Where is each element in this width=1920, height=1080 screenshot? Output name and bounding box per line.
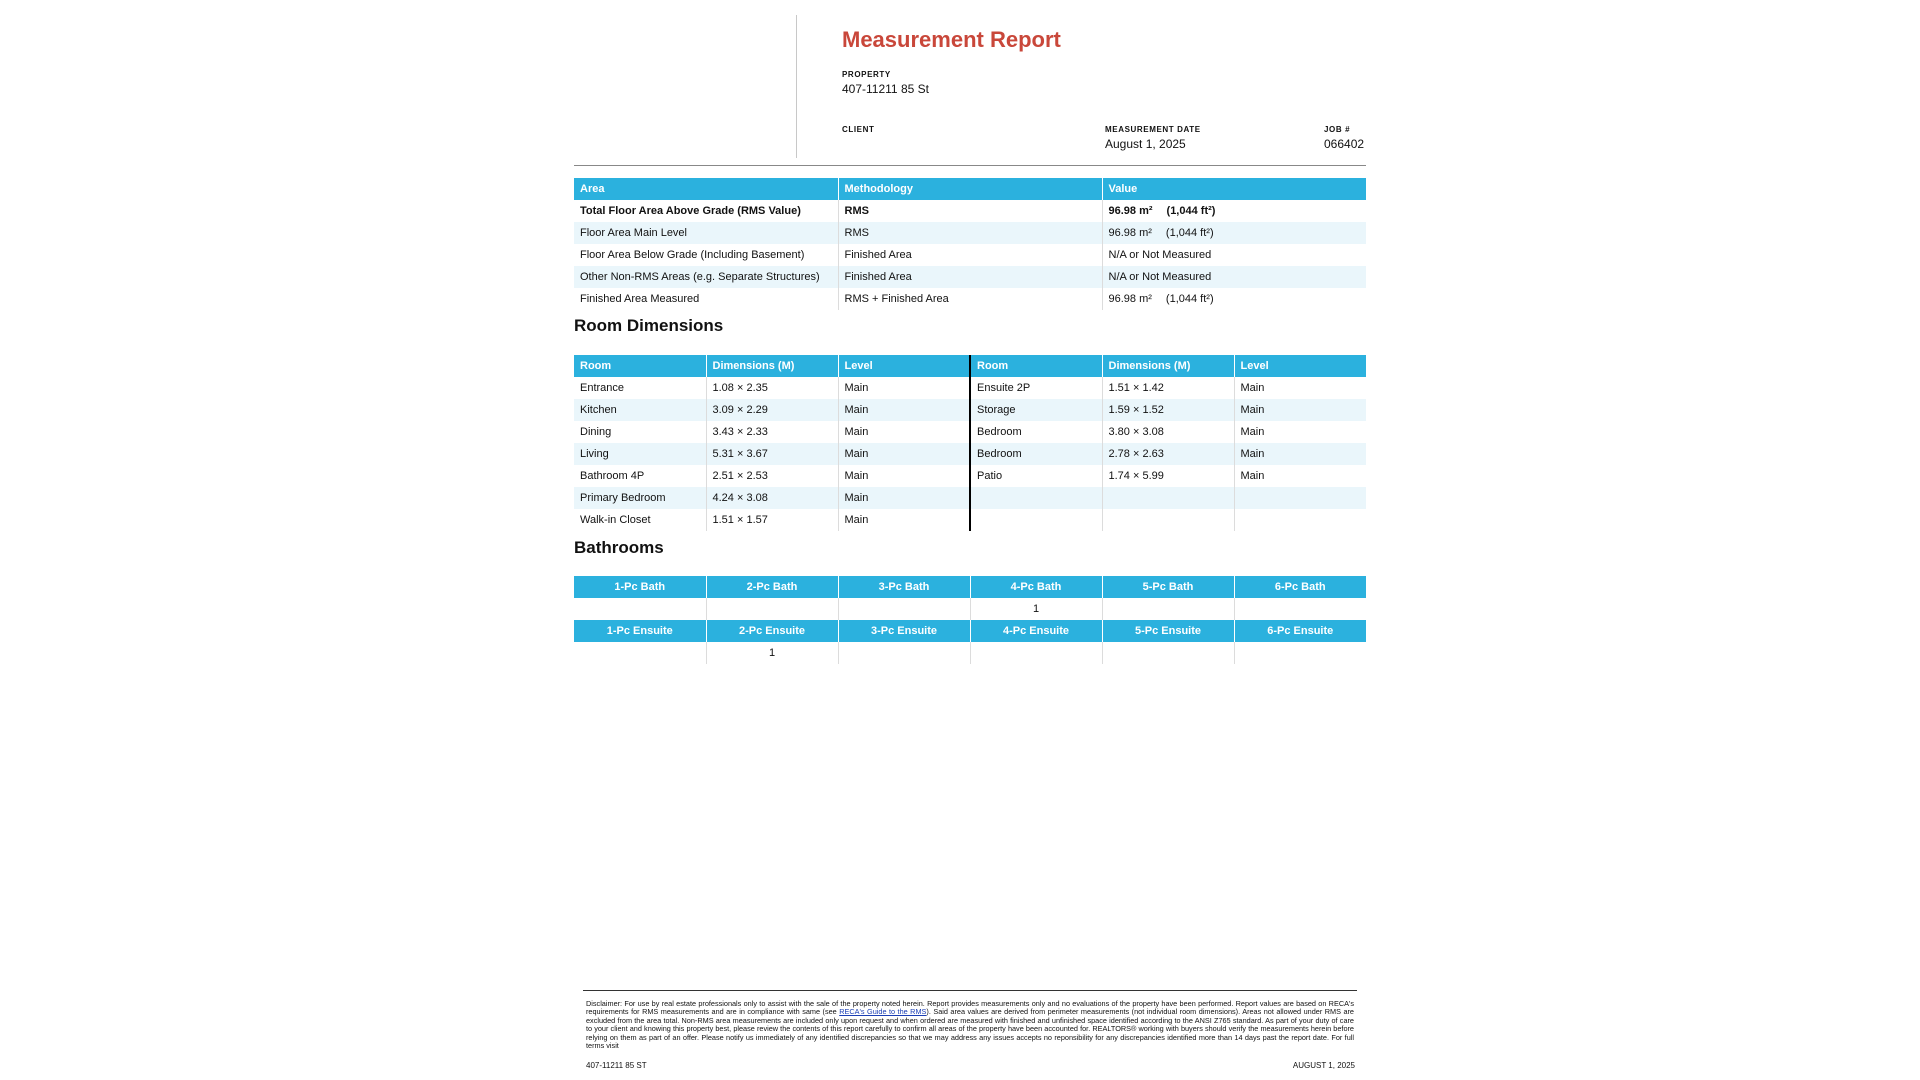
room-cell: Storage xyxy=(970,399,1102,421)
room-cell: Bedroom xyxy=(970,421,1102,443)
table-row xyxy=(574,421,1366,443)
level-cell: Main xyxy=(838,465,970,487)
methodology-cell: Finished Area xyxy=(838,266,1102,288)
area-cell: Floor Area Below Grade (Including Basement) xyxy=(580,249,805,261)
table-row xyxy=(574,465,1366,487)
dimensions-cell: 3.80 × 3.08 xyxy=(1102,421,1234,443)
ensuite-header: 5-Pc Ensuite xyxy=(1102,620,1234,642)
bath-header: 2-Pc Bath xyxy=(706,576,838,598)
value-cell xyxy=(1102,244,1366,266)
property-value: 407-11211 85 St xyxy=(842,82,929,96)
level-cell: Main xyxy=(838,377,970,399)
room-header: Room xyxy=(574,355,706,377)
room-cell xyxy=(970,487,1102,509)
room-cell: Ensuite 2P xyxy=(970,377,1102,399)
value-cell xyxy=(1102,200,1366,222)
level-cell: Main xyxy=(1234,421,1366,443)
bath-header: 1-Pc Bath xyxy=(574,576,706,598)
room-cell: Kitchen xyxy=(574,399,706,421)
level-header: Level xyxy=(1234,355,1366,377)
footer-address: 407-11211 85 ST xyxy=(586,1061,647,1070)
area-cell: Finished Area Measured xyxy=(580,293,700,305)
dimensions-cell xyxy=(1102,487,1234,509)
ensuite-count xyxy=(574,642,706,664)
level-cell: Main xyxy=(1234,465,1366,487)
bath-count-row xyxy=(574,598,1366,620)
area-cell: Total Floor Area Above Grade (RMS Value) xyxy=(580,205,801,217)
value-m2: 96.98 m² xyxy=(1108,205,1153,217)
room-dimensions-heading: Room Dimensions xyxy=(574,316,724,335)
header-divider xyxy=(796,15,797,158)
room-dimensions-table xyxy=(574,355,1366,531)
dimensions-header: Dimensions (M) xyxy=(706,355,838,377)
room-cell: Primary Bedroom xyxy=(574,487,706,509)
bathrooms-heading: Bathrooms xyxy=(574,538,664,557)
bath-header-row xyxy=(574,576,1366,598)
room-cell: Dining xyxy=(580,426,612,438)
value-cell xyxy=(1102,266,1366,288)
area-table-header xyxy=(574,178,1366,200)
room-cell xyxy=(970,509,1102,531)
room-cell: Bathroom 4P xyxy=(580,470,645,482)
bath-count xyxy=(1102,598,1234,620)
ensuite-count-row xyxy=(574,642,1366,664)
table-row xyxy=(574,200,1366,222)
ensuite-header: 3-Pc Ensuite xyxy=(838,620,970,642)
bath-header: 6-Pc Bath xyxy=(1234,576,1366,598)
value-m2: N/A or Not Measured xyxy=(1108,249,1212,261)
dimensions-cell xyxy=(1102,509,1234,531)
table-row xyxy=(574,487,1366,509)
room-cell: Bedroom xyxy=(970,443,1102,465)
level-header: Level xyxy=(838,355,970,377)
ensuite-count xyxy=(970,642,1102,664)
room-header: Room xyxy=(970,355,1102,377)
room-cell: Entrance xyxy=(580,382,625,394)
dimensions-cell: 3.43 × 2.33 xyxy=(706,421,838,443)
methodology-cell: RMS xyxy=(838,222,1102,244)
table-row xyxy=(574,266,1366,288)
level-cell: Main xyxy=(1234,399,1366,421)
level-cell: Main xyxy=(838,509,970,531)
table-row xyxy=(574,288,1366,310)
room-cell: Living xyxy=(574,443,706,465)
dimensions-cell: 2.51 × 2.53 xyxy=(706,465,838,487)
ensuite-header: 1-Pc Ensuite xyxy=(574,620,706,642)
bath-count: 1 xyxy=(970,598,1102,620)
footer-date: AUGUST 1, 2025 xyxy=(1292,1061,1355,1070)
methodology-header: Methodology xyxy=(838,178,1102,200)
room-cell: Patio xyxy=(970,465,1102,487)
job-label: JOB # xyxy=(1324,125,1351,134)
bath-count xyxy=(838,598,970,620)
measurement-date-value: August 1, 2025 xyxy=(1105,137,1186,151)
disclaimer-text: ). Said area values are derived from perimeter measurements (not individual room dimensions). Areas not allowed under RMS are excluded from the area total. Non-RMS area measurements are included only upon request and when ordered are measured with finished and unfinished space identified according to the ANSI Z765 standard. As part of your duty of care to your client and knowing this property best, please review the contents of this report carefully to confirm all areas of the property have been accounted for. REALTORS® working with buyers should verify the measurements herein before relying on them as part of an offer. Please notify us immediately of any identified discrepancies so that we may address any issues accepts no reponsibility for any discrepancies identified more than 14 days past the report date. For full terms visit xyxy=(586,1007,1354,1051)
area-table xyxy=(574,178,1366,310)
level-cell: Main xyxy=(838,421,970,443)
table-row xyxy=(574,399,1366,421)
value-m2: 96.98 m² xyxy=(1108,293,1152,305)
value-cell xyxy=(1102,288,1366,310)
table-row xyxy=(574,377,1366,399)
ensuite-header: 6-Pc Ensuite xyxy=(1234,620,1366,642)
room-cell: Walk-in Closet xyxy=(580,514,651,526)
bath-count xyxy=(1234,598,1366,620)
dimensions-cell: 1.51 × 1.57 xyxy=(706,509,838,531)
level-cell: Main xyxy=(838,443,970,465)
value-ft2: (1,044 ft²) xyxy=(1165,227,1214,239)
area-header: Area xyxy=(574,178,838,200)
table-row xyxy=(574,509,1366,531)
level-cell: Main xyxy=(838,399,970,421)
bath-header: 3-Pc Bath xyxy=(838,576,970,598)
area-cell: Other Non-RMS Areas (e.g. Separate Structures) xyxy=(574,266,838,288)
measurement-date-label: MEASUREMENT DATE xyxy=(1105,125,1201,134)
area-cell: Floor Area Main Level xyxy=(574,222,838,244)
bath-header: 5-Pc Bath xyxy=(1102,576,1234,598)
value-m2: 96.98 m² xyxy=(1108,227,1152,239)
ensuite-header: 2-Pc Ensuite xyxy=(706,620,838,642)
level-cell: Main xyxy=(1234,377,1366,399)
property-label: PROPERTY xyxy=(842,70,891,79)
disclaimer-text: Disclaimer: For use by real estate professionals only to assist with the sale of the property noted herein. Report provides measurements only and no evaluations of the property have been performed. Report values are based on RECA's requirements for RMS measurements and are in compliance with same (see xyxy=(586,999,1354,1017)
footer-rule xyxy=(583,990,1357,991)
dimensions-cell: 1.08 × 2.35 xyxy=(706,377,838,399)
methodology-cell: RMS xyxy=(838,200,1102,222)
bath-count xyxy=(574,598,706,620)
value-cell xyxy=(1102,222,1366,244)
table-row xyxy=(574,443,1366,465)
table-row xyxy=(574,222,1366,244)
dimensions-cell: 1.51 × 1.42 xyxy=(1102,377,1234,399)
ensuite-count xyxy=(838,642,970,664)
level-cell xyxy=(1234,509,1366,531)
reca-guide-link[interactable]: RECA's Guide to the RMS xyxy=(839,1007,927,1017)
client-label: CLIENT xyxy=(842,125,875,134)
methodology-cell: RMS + Finished Area xyxy=(838,288,1102,310)
ensuite-header: 4-Pc Ensuite xyxy=(970,620,1102,642)
room-table-header xyxy=(574,355,1366,377)
value-m2: N/A or Not Measured xyxy=(1108,271,1212,283)
bathrooms-table xyxy=(574,576,1366,664)
dimensions-cell: 1.59 × 1.52 xyxy=(1102,399,1234,421)
dimensions-header: Dimensions (M) xyxy=(1102,355,1234,377)
dimensions-cell: 5.31 × 3.67 xyxy=(706,443,838,465)
value-header: Value xyxy=(1102,178,1366,200)
ensuite-header-row xyxy=(574,620,1366,642)
dimensions-cell: 1.74 × 5.99 xyxy=(1102,465,1234,487)
value-ft2: (1,044 ft²) xyxy=(1166,205,1216,217)
dimensions-cell: 4.24 × 3.08 xyxy=(706,487,838,509)
level-cell: Main xyxy=(1234,443,1366,465)
bath-count xyxy=(706,598,838,620)
level-cell: Main xyxy=(838,487,970,509)
level-cell xyxy=(1234,487,1366,509)
table-row xyxy=(574,244,1366,266)
ensuite-count xyxy=(1234,642,1366,664)
report-title: Measurement Report xyxy=(842,27,1061,52)
bath-header: 4-Pc Bath xyxy=(970,576,1102,598)
ensuite-count xyxy=(1102,642,1234,664)
job-value: 066402 xyxy=(1324,137,1365,151)
ensuite-count: 1 xyxy=(706,642,838,664)
report-page xyxy=(574,0,1366,1080)
methodology-cell: Finished Area xyxy=(838,244,1102,266)
dimensions-cell: 3.09 × 2.29 xyxy=(706,399,838,421)
header-rule xyxy=(574,165,1366,166)
disclaimer xyxy=(586,1000,1354,1050)
dimensions-cell: 2.78 × 2.63 xyxy=(1102,443,1234,465)
value-ft2: (1,044 ft²) xyxy=(1165,293,1214,305)
